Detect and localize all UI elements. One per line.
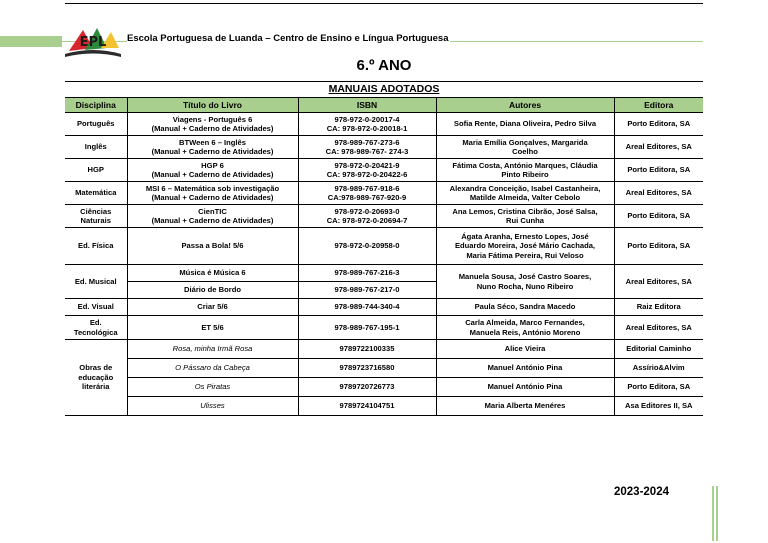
title-cell: Viagens - Português 6 (Manual + Caderno de Atividades) bbox=[127, 113, 298, 136]
green-accent-bar bbox=[0, 36, 62, 47]
isbn-cell: 978-989-767-216-3 bbox=[298, 265, 436, 282]
publisher-cell: Porto Editora, SA bbox=[614, 378, 703, 397]
publisher-cell: Areal Editores, SA bbox=[614, 182, 703, 205]
column-header: ISBN bbox=[298, 98, 436, 113]
column-header: Disciplina bbox=[65, 98, 127, 113]
isbn-cell: 978-972-0-20958-0 bbox=[298, 228, 436, 265]
isbn-cell: 9789722100335 bbox=[298, 340, 436, 359]
table-row bbox=[65, 228, 703, 265]
subject-cell: Ed. Visual bbox=[65, 299, 127, 316]
title-cell: MSI 6 – Matemática sob investigação (Manual + Caderno de Atividades) bbox=[127, 182, 298, 205]
subject-cell: Inglês bbox=[65, 136, 127, 159]
publisher-cell: Raiz Editora bbox=[614, 299, 703, 316]
isbn-cell: 9789724104751 bbox=[298, 397, 436, 416]
publisher-cell: Asa Editores II, SA bbox=[614, 397, 703, 416]
table-row bbox=[65, 359, 703, 378]
subject-cell: Obras de educação literária bbox=[65, 340, 127, 416]
authors-cell: Sofia Rente, Diana Oliveira, Pedro Silva bbox=[436, 113, 614, 136]
table-row bbox=[65, 378, 703, 397]
column-header: Autores bbox=[436, 98, 614, 113]
title-cell: CienTIC (Manual + Caderno de Atividades) bbox=[127, 205, 298, 228]
publisher-cell: Porto Editora, SA bbox=[614, 159, 703, 182]
textbooks-table bbox=[65, 81, 703, 416]
subject-cell: Ed. Física bbox=[65, 228, 127, 265]
authors-cell: Alexandra Conceição, Isabel Castanheira, Matilde Almeida, Valter Cebolo bbox=[436, 182, 614, 205]
table-header-row bbox=[65, 98, 703, 113]
grade-title: 6.º ANO bbox=[356, 57, 412, 74]
isbn-cell: 978-989-767-273-6 CA: 978-989-767- 274-3 bbox=[298, 136, 436, 159]
authors-cell: Manuel António Pina bbox=[436, 359, 614, 378]
title-cell: Música é Música 6 bbox=[127, 265, 298, 282]
subject-cell: Ed. Tecnológica bbox=[65, 316, 127, 340]
isbn-cell: 978-989-767-195-1 bbox=[298, 316, 436, 340]
publisher-cell: Areal Editores, SA bbox=[614, 265, 703, 299]
table-row bbox=[65, 182, 703, 205]
table-row bbox=[65, 299, 703, 316]
isbn-cell: 9789723716580 bbox=[298, 359, 436, 378]
subject-cell: Matemática bbox=[65, 182, 127, 205]
subject-cell: Ed. Musical bbox=[65, 265, 127, 299]
school-name: Escola Portuguesa de Luanda – Centro de Ensino e Língua Portuguesa bbox=[127, 33, 449, 44]
isbn-cell: 978-972-0-20017-4 CA: 978-972-0-20018-1 bbox=[298, 113, 436, 136]
table-row bbox=[65, 397, 703, 416]
table-row bbox=[65, 205, 703, 228]
title-cell: ET 5/6 bbox=[127, 316, 298, 340]
school-year: 2023-2024 bbox=[614, 486, 669, 498]
school-logo-icon bbox=[63, 24, 123, 58]
title-cell: BTWeen 6 – Inglês (Manual + Caderno de Atividades) bbox=[127, 136, 298, 159]
subject-cell: HGP bbox=[65, 159, 127, 182]
authors-cell: Maria Alberta Menéres bbox=[436, 397, 614, 416]
authors-cell: Ana Lemos, Cristina Cibrão, José Salsa, Rui Cunha bbox=[436, 205, 614, 228]
authors-cell: Manuela Sousa, José Castro Soares, Nuno Rocha, Nuno Ribeiro bbox=[436, 265, 614, 299]
title-cell: Criar 5/6 bbox=[127, 299, 298, 316]
table-row bbox=[65, 340, 703, 359]
column-header: Título do Livro bbox=[127, 98, 298, 113]
isbn-cell: 978-972-0-20693-0 CA: 978-972-0-20694-7 bbox=[298, 205, 436, 228]
table-row bbox=[65, 113, 703, 136]
title-cell: Ulisses bbox=[127, 397, 298, 416]
publisher-cell: Areal Editores, SA bbox=[614, 316, 703, 340]
title-cell: Diário de Bordo bbox=[127, 282, 298, 299]
title-cell: Rosa, minha Irmã Rosa bbox=[127, 340, 298, 359]
isbn-cell: 978-989-767-217-0 bbox=[298, 282, 436, 299]
authors-cell: Maria Emília Gonçalves, Margarida Coelho bbox=[436, 136, 614, 159]
table-caption: MANUAIS ADOTADOS bbox=[65, 82, 703, 98]
isbn-cell: 978-989-744-340-4 bbox=[298, 299, 436, 316]
authors-cell: Ágata Aranha, Ernesto Lopes, José Eduardo Moreira, José Mário Cachada, Maria Fátima Pereira, Rui Veloso bbox=[436, 228, 614, 265]
publisher-cell: Porto Editora, SA bbox=[614, 205, 703, 228]
authors-cell: Carla Almeida, Marco Fernandes, Manuela Reis, António Moreno bbox=[436, 316, 614, 340]
isbn-cell: 978-989-767-918-6 CA:978-989-767-920-9 bbox=[298, 182, 436, 205]
title-cell: Passa a Bola! 5/6 bbox=[127, 228, 298, 265]
publisher-cell: Areal Editores, SA bbox=[614, 136, 703, 159]
authors-cell: Manuel António Pina bbox=[436, 378, 614, 397]
table-row bbox=[65, 265, 703, 282]
column-header: Editora bbox=[614, 98, 703, 113]
green-side-line bbox=[712, 486, 714, 541]
title-cell: Os Piratas bbox=[127, 378, 298, 397]
table-row bbox=[65, 159, 703, 182]
svg-text:EPL: EPL bbox=[79, 35, 107, 50]
authors-cell: Fátima Costa, António Marques, Cláudia Pinto Ribeiro bbox=[436, 159, 614, 182]
subject-cell: Ciências Naturais bbox=[65, 205, 127, 228]
table-row bbox=[65, 316, 703, 340]
publisher-cell: Porto Editora, SA bbox=[614, 113, 703, 136]
publisher-cell: Assírio&Alvim bbox=[614, 359, 703, 378]
title-cell: HGP 6 (Manual + Caderno de Atividades) bbox=[127, 159, 298, 182]
table-row bbox=[65, 136, 703, 159]
authors-cell: Alice Vieira bbox=[436, 340, 614, 359]
publisher-cell: Porto Editora, SA bbox=[614, 228, 703, 265]
subject-cell: Português bbox=[65, 113, 127, 136]
top-rule bbox=[65, 3, 703, 4]
authors-cell: Paula Séco, Sandra Macedo bbox=[436, 299, 614, 316]
green-side-line bbox=[716, 486, 718, 541]
isbn-cell: 9789720726773 bbox=[298, 378, 436, 397]
title-cell: O Pássaro da Cabeça bbox=[127, 359, 298, 378]
isbn-cell: 978-972-0-20421-9 CA: 978-972-0-20422-6 bbox=[298, 159, 436, 182]
publisher-cell: Editorial Caminho bbox=[614, 340, 703, 359]
